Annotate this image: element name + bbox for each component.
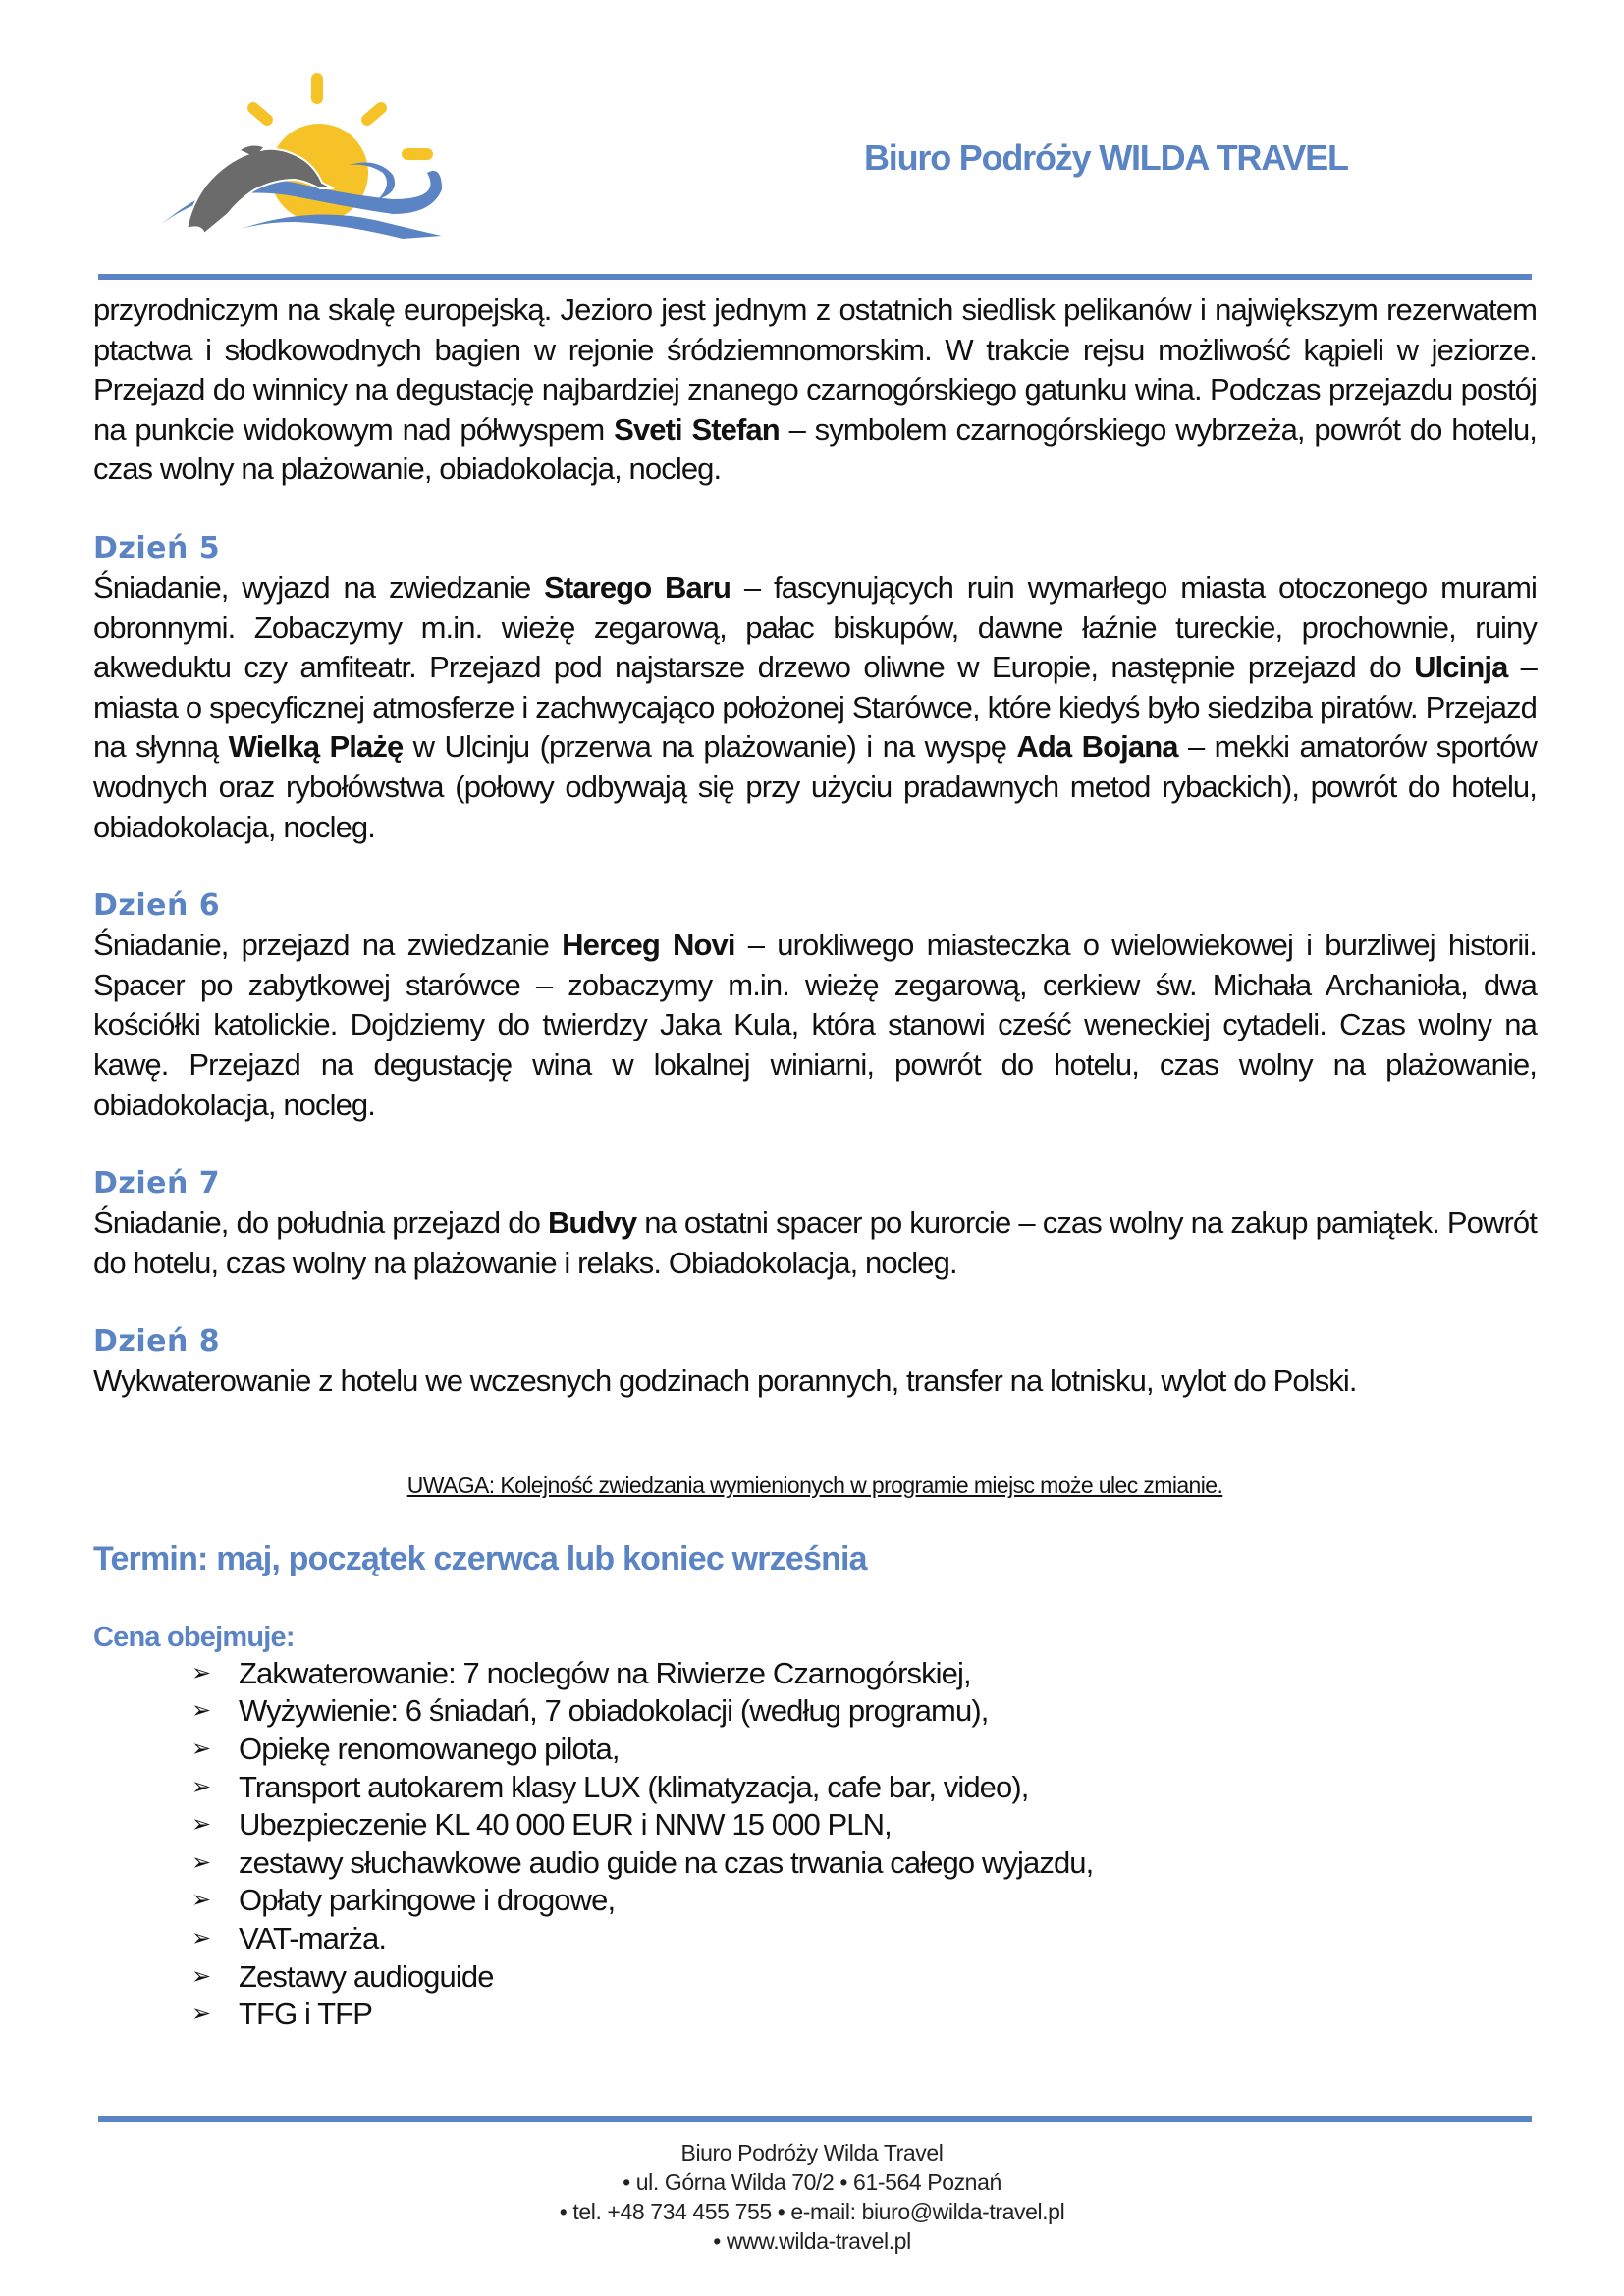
footer-website: • www.wilda-travel.pl (713, 2228, 911, 2254)
trip-term: Termin: maj, początek czerwca lub koniec września (93, 1539, 867, 1577)
arrowhead-bullet-icon: ➢ (191, 1962, 211, 1990)
list-item (191, 1882, 1537, 1920)
place-name: Sveti Stefan (614, 411, 780, 447)
arrowhead-bullet-icon: ➢ (191, 1773, 211, 1800)
day-description (93, 1362, 1537, 1402)
text-segment: – urokliwego miasteczka o wielowiekowej i burzliwej historii. Spacer po zabytkowej starówce – zobaczymy m.in. wieżę zegarową, cerkiew św. Michała Archanioła, dwa kościółki katolickie. Dojdziemy do twierdzy Jaka Kula, która stanowi cześć weneckiej cytadeli. Czas wolny na kawę. Przejazd na degustację wina w lokalnej winiarni, powrót do hotelu, czas wolny na plażowanie, obiadokolacja, nocleg. (93, 928, 1538, 1122)
list-item (191, 1731, 1537, 1769)
day-list (93, 529, 1537, 1402)
text-segment: Śniadanie, wyjazd na zwiedzanie (93, 569, 545, 605)
day-heading: Dzień 6 (93, 888, 221, 924)
list-item (191, 1692, 1537, 1731)
footer-address: • ul. Górna Wilda 70/2 • 61-564 Poznań (623, 2169, 1001, 2195)
text-segment: – fascynujących ruin wymarłego miasta otoczonego murami obronnymi. Zobaczymy m.in. wieżę zegarową, pałac biskupów, dawne łaźnie tureckie, prochownie, ruiny akweduktu czy amfiteatr. Przejazd pod najstarsze drzewo oliwne w Europie, następnie przejazd do (93, 569, 1538, 685)
footer-contact: • tel. +48 734 455 755 • e-mail: biuro@wilda-travel.pl (559, 2199, 1065, 2224)
list-item-text: Opłaty parkingowe i drogowe, (239, 1883, 616, 1918)
list-item (191, 1806, 1537, 1844)
list-item-text: zestawy słuchawkowe audio guide na czas trwania całego wyjazdu, (239, 1844, 1094, 1880)
text-segment: Wykwaterowanie z hotelu we wczesnych godzinach porannych, transfer na lotnisku, wylot do Polski. (93, 1363, 1357, 1399)
place-name: Ulcinja (1414, 650, 1508, 685)
list-item (191, 1920, 1537, 1958)
text-segment: Śniadanie, do południa przejazd do (93, 1205, 548, 1241)
day-heading: Dzień 8 (93, 1324, 221, 1360)
footer-company: Biuro Podróży Wilda Travel (680, 2140, 944, 2165)
list-item-text: Opiekę renomowanego pilota, (239, 1732, 620, 1767)
arrowhead-bullet-icon: ➢ (191, 1848, 211, 1876)
list-item-text: Zestawy audioguide (239, 1958, 494, 1994)
arrowhead-bullet-icon: ➢ (191, 1735, 211, 1763)
price-includes-heading: Cena obejmuje: (93, 1621, 295, 1653)
arrowhead-bullet-icon: ➢ (191, 1659, 211, 1686)
document-body (93, 291, 1537, 2034)
text-segment: Śniadanie, przejazd na zwiedzanie (93, 928, 563, 963)
list-item-text: Wyżywienie: 6 śniadań, 7 obiadokolacji (według programu), (239, 1693, 989, 1729)
arrowhead-bullet-icon: ➢ (191, 2001, 211, 2028)
day-section (93, 1164, 1537, 1283)
arrowhead-bullet-icon: ➢ (191, 1887, 211, 1914)
day-description (93, 926, 1537, 1125)
place-name: Wielką Plażę (228, 729, 404, 765)
header-divider (98, 274, 1532, 280)
list-item-text: TFG i TFP (239, 1997, 372, 2032)
place-name: Starego Baru (544, 569, 731, 605)
day-section (93, 886, 1537, 1125)
list-item-text: VAT-marża. (239, 1921, 387, 1956)
place-name: Herceg Novi (562, 928, 735, 963)
footer (0, 2138, 1624, 2256)
day-heading: Dzień 5 (93, 530, 221, 565)
list-item-text: Zakwaterowanie: 7 noclegów na Riwierze Czarnogórskiej, (239, 1655, 971, 1690)
text-segment: – symbolem czarnogórskiego wybrzeża, powrót do hotelu, czas wolny na plażowanie, obiadokolacja, nocleg. (93, 411, 1538, 487)
place-name: Budvy (547, 1205, 637, 1241)
list-item (191, 1655, 1537, 1693)
arrowhead-bullet-icon: ➢ (191, 1811, 211, 1839)
brand-title: Biuro Podróży WILDA TRAVEL (864, 137, 1348, 178)
list-item (191, 1958, 1537, 1997)
list-item (191, 1996, 1537, 2034)
day-heading: Dzień 7 (93, 1166, 221, 1201)
arrowhead-bullet-icon: ➢ (191, 1697, 211, 1725)
list-item-text: Ubezpieczenie KL 40 000 EUR i NNW 15 000 PLN, (239, 1807, 892, 1842)
list-item (191, 1769, 1537, 1807)
order-change-note: UWAGA: Kolejność zwiedzania wymienionych w programie miejsc może ulec zmianie. (406, 1471, 1223, 1498)
sun-dolphin-waves-logo-icon (147, 67, 461, 239)
day-description (93, 568, 1537, 847)
text-segment: przyrodniczym na skalę europejską. Jezioro jest jednym z ostatnich siedlisk pelikanów i największym rezerwatem ptactwa i słodkowodnych bagien w rejonie śródziemnomorskim. W trakcie rejsu możliwość kąpieli w jeziorze. Przejazd do winnicy na degustację najbardziej znanego czarnogórskiego gatunku wina. Podczas przejazdu postój na punkcie widokowym nad półwyspem (93, 293, 1537, 447)
text-segment: – mekki amatorów sportów wodnych oraz rybołówstwa (połowy odbywają się przy użyciu pradawnych metod rybackich), powrót do hotelu, obiadokolacja, nocleg. (93, 729, 1537, 844)
day-section (93, 1322, 1537, 1402)
text-segment: na ostatni spacer po kurorcie – czas wolny na zakup pamiątek. Powrót do hotelu, czas wolny na plażowanie i relaks. Obiadokolacja, nocleg. (93, 1205, 1537, 1280)
arrowhead-bullet-icon: ➢ (191, 1925, 211, 1952)
day-description (93, 1203, 1537, 1283)
list-item (191, 1844, 1537, 1883)
text-segment: – miasta o specyficznej atmosferze i zachwycająco położonej Starówce, które kiedyś było siedziba piratów. Przejazd na słynną (93, 650, 1537, 765)
text-segment: w Ulcinju (przerwa na plażowanie) i na wyspę (403, 729, 1017, 765)
day-section (93, 529, 1537, 847)
intro-paragraph (93, 291, 1537, 490)
price-includes-list (93, 1655, 1537, 2034)
list-item-text: Transport autokarem klasy LUX (klimatyzacja, cafe bar, video), (239, 1769, 1029, 1804)
footer-divider (98, 2116, 1532, 2122)
place-name: Ada Bojana (1016, 729, 1178, 765)
